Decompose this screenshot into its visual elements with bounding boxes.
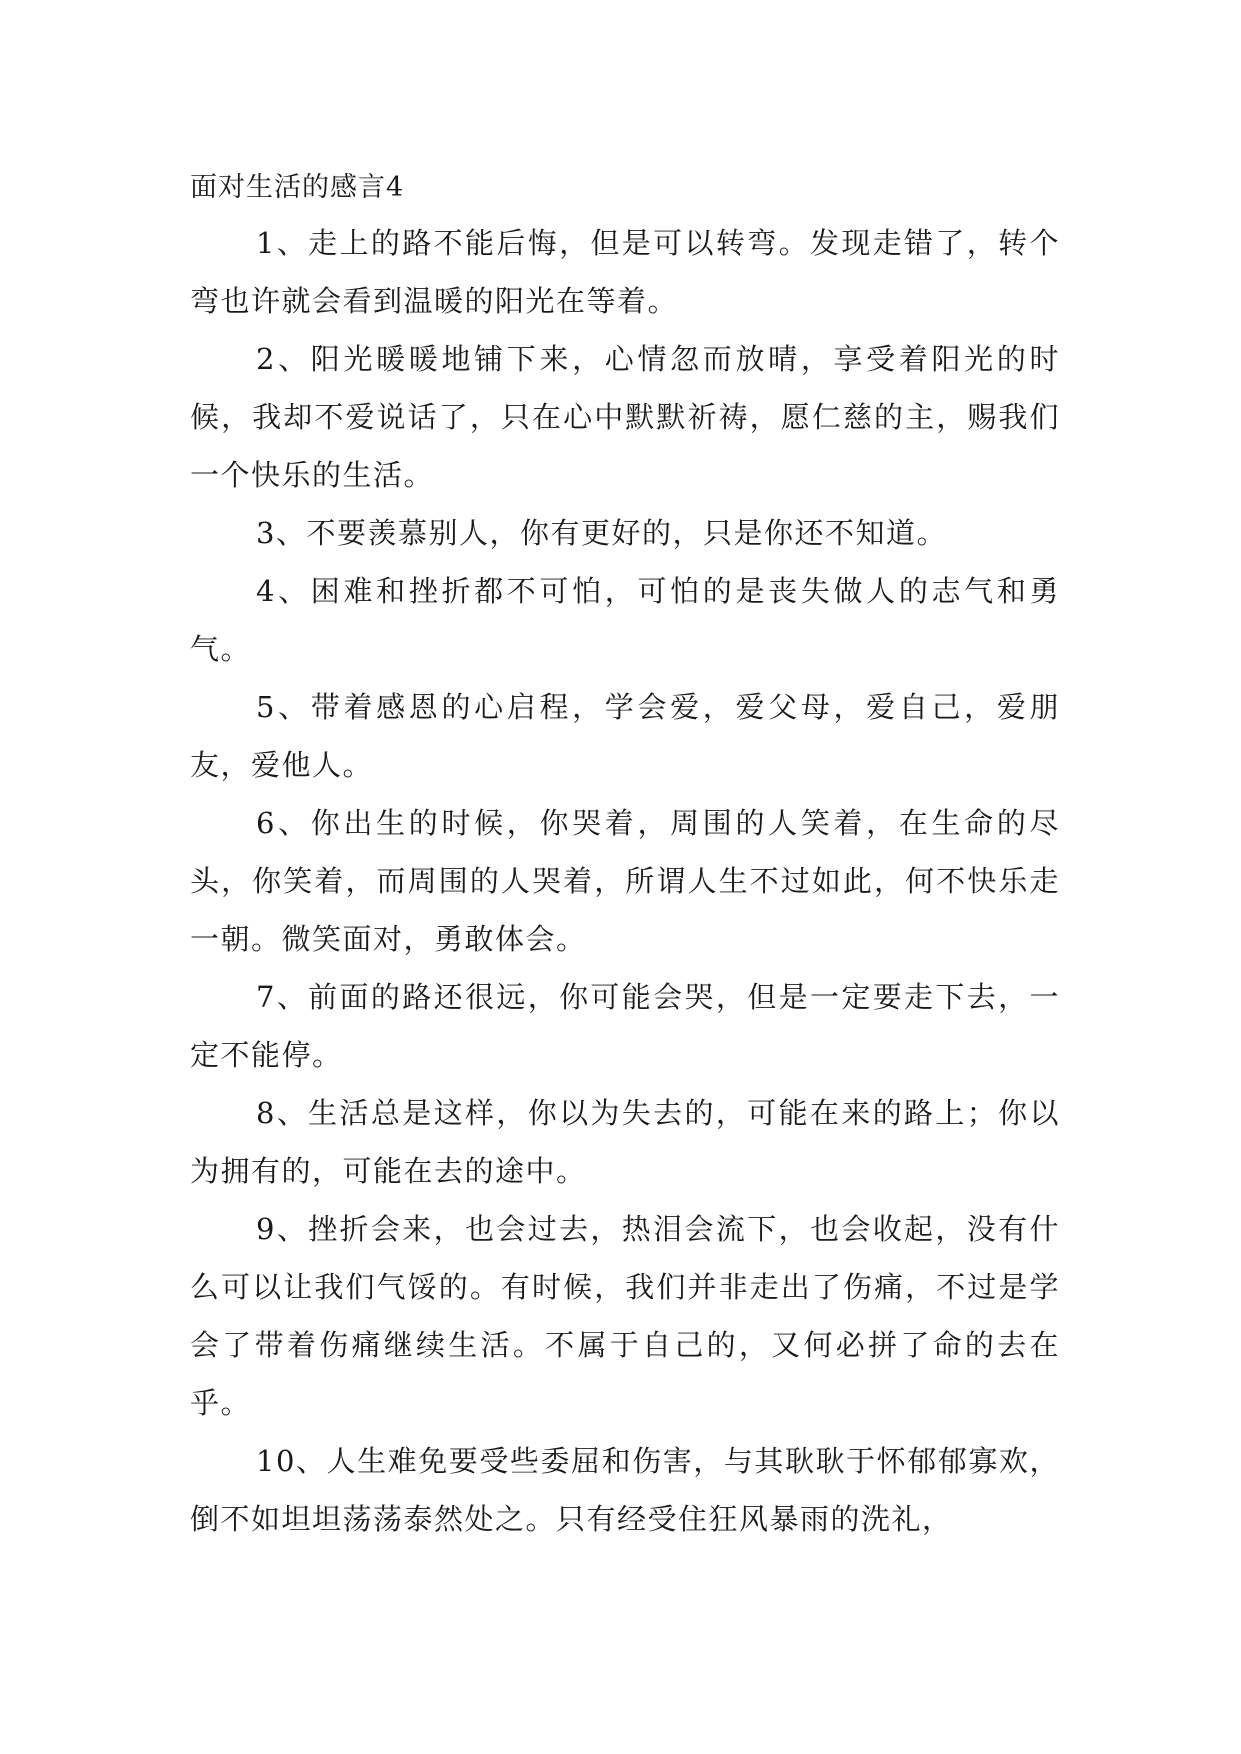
paragraph-9: 9、挫折会来，也会过去，热泪会流下，也会收起，没有什么可以让我们气馁的。有时候，我们并非走出了伤痛，不过是学会了带着伤痛继续生活。不属于自己的，又何必拼了命的去在乎。 xyxy=(190,1212,1060,1420)
paragraph-10: 10、人生难免要受些委屈和伤害，与其耿耿于怀郁郁寡欢，倒不如坦坦荡荡泰然处之。只有经受住狂风暴雨的洗礼， xyxy=(190,1444,1060,1536)
paragraph-1: 1、走上的路不能后悔，但是可以转弯。发现走错了，转个弯也许就会看到温暖的阳光在等着。 xyxy=(190,226,1060,318)
paragraph-4: 4、困难和挫折都不可怕，可怕的是丧失做人的志气和勇气。 xyxy=(190,574,1060,666)
document-body xyxy=(190,162,1060,1548)
paragraph-2: 2、阳光暖暖地铺下来，心情忽而放晴，享受着阳光的时候，我却不爱说话了，只在心中默默祈祷，愿仁慈的主，赐我们一个快乐的生活。 xyxy=(190,342,1060,492)
paragraph-3: 3、不要羡慕别人，你有更好的，只是你还不知道。 xyxy=(256,516,947,550)
paragraph-5: 5、带着感恩的心启程，学会爱，爱父母，爱自己，爱朋友，爱他人。 xyxy=(190,690,1060,782)
document-title: 面对生活的感言4 xyxy=(190,172,405,203)
paragraph-7: 7、前面的路还很远，你可能会哭，但是一定要走下去，一定不能停。 xyxy=(190,980,1060,1072)
paragraph-6: 6、你出生的时候，你哭着，周围的人笑着，在生命的尽头，你笑着，而周围的人哭着，所谓人生不过如此，何不快乐走一朝。微笑面对，勇敢体会。 xyxy=(190,806,1060,956)
paragraph-8: 8、生活总是这样，你以为失去的，可能在来的路上；你以为拥有的，可能在去的途中。 xyxy=(190,1096,1060,1188)
